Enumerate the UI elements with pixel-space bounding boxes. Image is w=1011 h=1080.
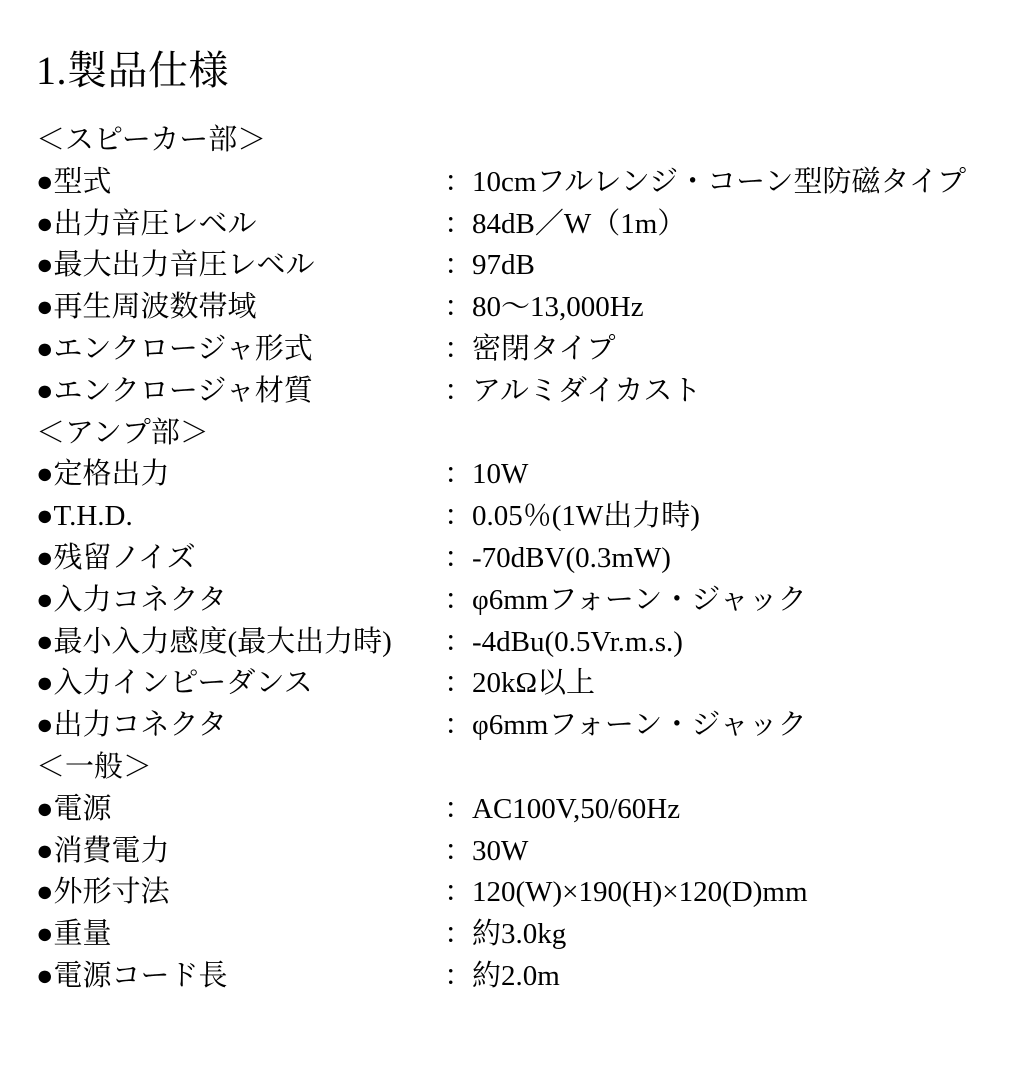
spec-value: 約3.0kg: [472, 918, 567, 951]
spec-value: 84dB／W（1m）: [472, 207, 687, 240]
spec-row: [36, 580, 975, 622]
spec-separator: ：: [444, 291, 474, 324]
spec-value: 80〜13,000Hz: [472, 291, 644, 324]
spec-row: [36, 329, 975, 371]
spec-value: 密閉タイプ: [472, 332, 616, 365]
spec-label: ●電源コード長: [36, 959, 228, 992]
spec-separator: ：: [444, 959, 474, 992]
spec-row: [36, 872, 975, 914]
spec-row: [36, 956, 975, 998]
spec-label: ●出力音圧レベル: [36, 207, 257, 240]
spec-label: ●最大出力音圧レベル: [36, 249, 315, 282]
spec-value: 約2.0m: [472, 959, 560, 992]
spec-separator: ：: [444, 625, 474, 658]
spec-value: -4dBu(0.5Vr.m.s.): [472, 625, 683, 658]
spec-row: [36, 705, 975, 747]
spec-separator: ：: [444, 583, 474, 616]
spec-row: [36, 204, 975, 246]
page-title: 1.製品仕様: [36, 48, 229, 93]
spec-value: 10cmフルレンジ・コーン型防磁タイプ: [472, 165, 967, 198]
spec-label: ●電源: [36, 792, 112, 825]
spec-label: ●残留ノイズ: [36, 541, 196, 574]
spec-separator: ：: [444, 374, 474, 407]
spec-value: φ6mmフォーン・ジャック: [472, 583, 807, 616]
spec-value: -70dBV(0.3mW): [472, 541, 671, 574]
spec-label: ●消費電力: [36, 834, 170, 867]
spec-value: 120(W)×190(H)×120(D)mm: [472, 876, 808, 909]
spec-row: [36, 496, 975, 538]
spec-separator: ：: [444, 667, 474, 700]
spec-separator: ：: [444, 541, 474, 574]
spec-value: 0.05％(1W出力時): [472, 500, 700, 533]
spec-row: [36, 454, 975, 496]
spec-row: [36, 831, 975, 873]
spec-value: 30W: [472, 834, 529, 867]
spec-separator: ：: [444, 709, 474, 742]
spec-value: アルミダイカスト: [472, 374, 702, 407]
spec-label: ●外形寸法: [36, 876, 170, 909]
spec-separator: ：: [444, 332, 474, 365]
spec-label: ●再生周波数帯域: [36, 291, 257, 324]
spec-separator: ：: [444, 207, 474, 240]
spec-row: [36, 371, 975, 413]
spec-value: AC100V,50/60Hz: [472, 792, 681, 825]
spec-row: [36, 622, 975, 664]
section-heading: ＜アンプ部＞: [36, 416, 209, 449]
spec-row: [36, 538, 975, 580]
section-heading: ＜一般＞: [36, 750, 153, 783]
spec-row: [36, 245, 975, 287]
specification-list: [36, 120, 975, 998]
spec-separator: ：: [444, 876, 474, 909]
spec-separator: ：: [444, 249, 474, 282]
spec-label: ●エンクロージャ材質: [36, 374, 313, 407]
spec-value: 20kΩ以上: [472, 667, 596, 700]
spec-label: ●T.H.D.: [36, 500, 133, 533]
spec-row: [36, 162, 975, 204]
spec-label: ●重量: [36, 918, 112, 951]
spec-label: ●入力コネクタ: [36, 583, 227, 616]
spec-label: ●エンクロージャ形式: [36, 332, 313, 365]
spec-value: 10W: [472, 458, 529, 491]
spec-label: ●定格出力: [36, 458, 170, 491]
spec-row: [36, 789, 975, 831]
section-heading: ＜スピーカー部＞: [36, 124, 267, 156]
spec-separator: ：: [444, 458, 474, 491]
spec-separator: ：: [444, 165, 474, 198]
spec-row: [36, 914, 975, 956]
spec-value: 97dB: [472, 249, 535, 282]
spec-label: ●出力コネクタ: [36, 709, 227, 742]
spec-separator: ：: [444, 500, 474, 533]
spec-separator: ：: [444, 834, 474, 867]
spec-label: ●入力インピーダンス: [36, 667, 313, 700]
spec-label: ●最小入力感度(最大出力時): [36, 625, 392, 658]
spec-row: [36, 287, 975, 329]
spec-separator: ：: [444, 792, 474, 825]
spec-row: [36, 663, 975, 705]
spec-label: ●型式: [36, 165, 112, 198]
spec-separator: ：: [444, 918, 474, 951]
spec-value: φ6mmフォーン・ジャック: [472, 709, 807, 742]
